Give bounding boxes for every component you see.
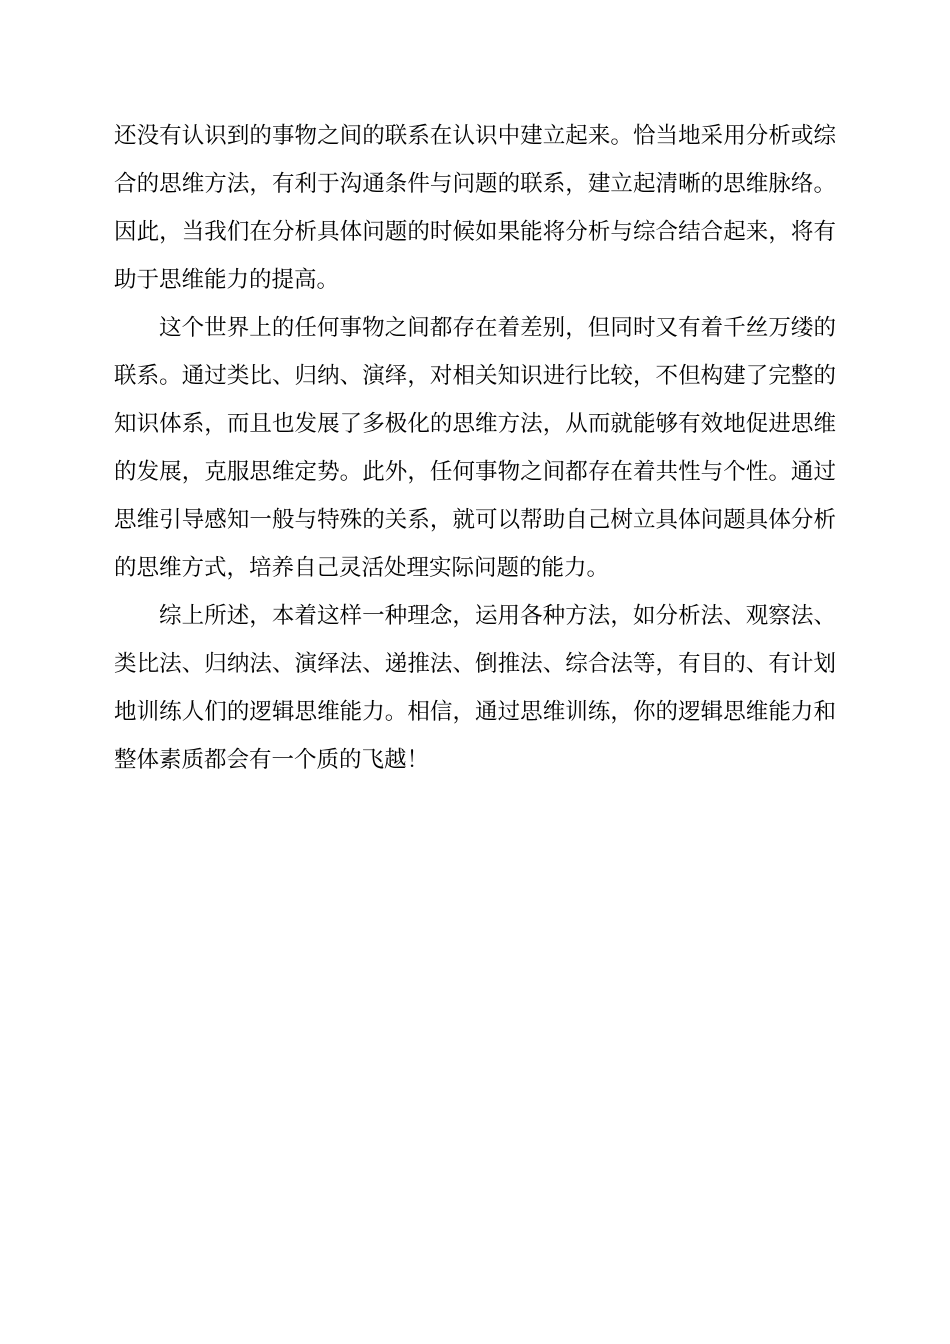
text-line: 地训练人们的逻辑思维能力。相信，通过思维训练，你的逻辑思维能力和: [114, 699, 836, 725]
text-line: 因此，当我们在分析具体问题的时候如果能将分析与综合结合起来，将有: [114, 219, 836, 245]
text-line: 综上所述，本着这样一种理念，运用各种方法，如分析法、观察法、: [159, 603, 836, 629]
paragraph-2: [114, 304, 836, 592]
document-body: [114, 112, 836, 784]
text-line: 整体素质都会有一个质的飞越！: [114, 747, 430, 773]
text-line: 的思维方式，培养自己灵活处理实际问题的能力。: [114, 555, 610, 581]
paragraph-1: [114, 112, 836, 304]
text-line: 还没有认识到的事物之间的联系在认识中建立起来。恰当地采用分析或综: [114, 123, 836, 149]
text-line: 知识体系，而且也发展了多极化的思维方法，从而就能够有效地促进思维: [114, 411, 836, 437]
paragraph-3: [114, 592, 836, 784]
text-line: 这个世界上的任何事物之间都存在着差别，但同时又有着千丝万缕的: [159, 315, 836, 341]
text-line: 的发展，克服思维定势。此外，任何事物之间都存在着共性与个性。通过: [114, 459, 836, 485]
text-line: 联系。通过类比、归纳、演绎，对相关知识进行比较，不但构建了完整的: [114, 363, 836, 389]
text-line: 思维引导感知一般与特殊的关系，就可以帮助自己树立具体问题具体分析: [114, 507, 836, 533]
text-line: 合的思维方法，有利于沟通条件与问题的联系，建立起清晰的思维脉络。: [114, 171, 836, 197]
text-line: 类比法、归纳法、演绎法、递推法、倒推法、综合法等，有目的、有计划: [114, 651, 836, 677]
text-line: 助于思维能力的提高。: [114, 267, 340, 293]
